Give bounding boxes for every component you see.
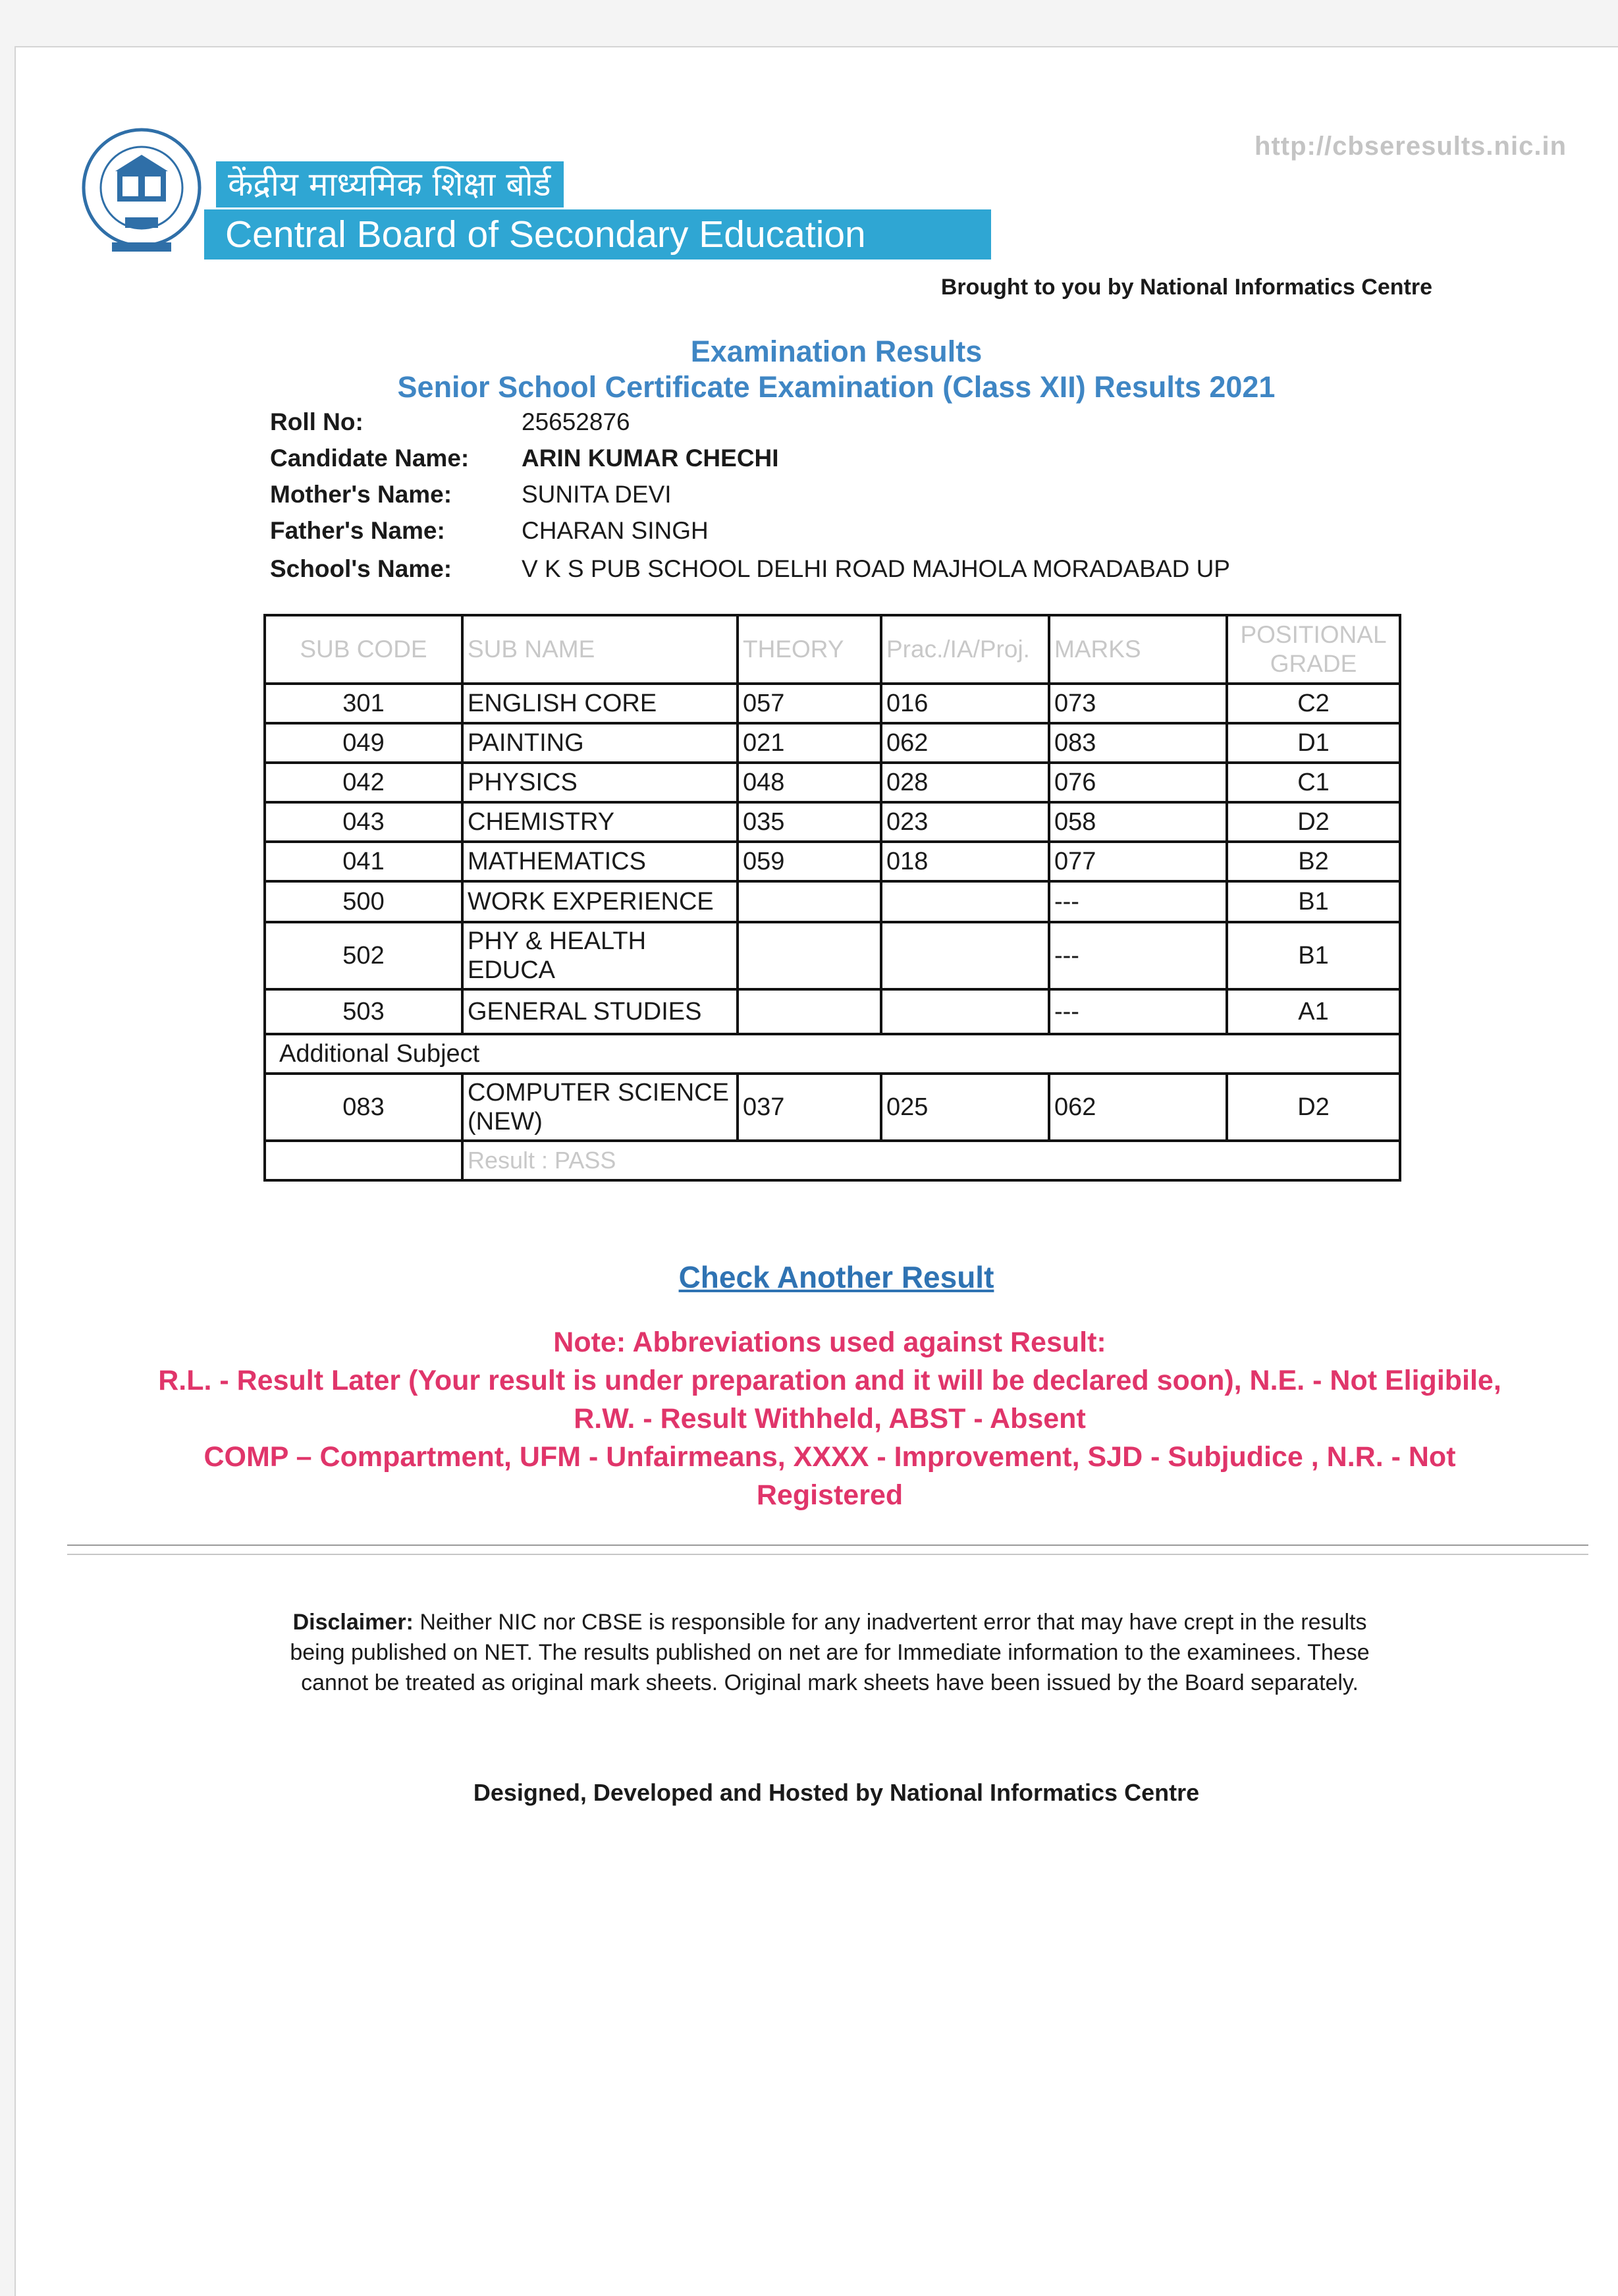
roll-value: 25652876 — [522, 408, 630, 435]
sub-code: 041 — [265, 842, 462, 881]
marks: 062 — [1049, 1074, 1227, 1141]
theory — [738, 989, 881, 1034]
table-row — [265, 684, 1400, 723]
check-another-result-link[interactable]: Check Another Result — [678, 1260, 994, 1294]
practical: 025 — [881, 1074, 1049, 1141]
header-marks: MARKS — [1049, 615, 1227, 684]
exam-subtitle: Senior School Certificate Examination (Class XII) Results 2021 — [397, 370, 1276, 404]
sub-code: 301 — [265, 684, 462, 723]
header-grade: POSITIONAL GRADE — [1227, 615, 1400, 684]
sub-name: PHYSICS — [462, 763, 738, 802]
marks: --- — [1049, 989, 1227, 1034]
theory: 035 — [738, 802, 881, 842]
school-label: School's Name: — [270, 555, 452, 582]
grade: B2 — [1227, 842, 1400, 881]
practical: 018 — [881, 842, 1049, 881]
sub-name-line1: PHY & HEALTH — [468, 927, 647, 955]
practical — [881, 989, 1049, 1034]
marks: --- — [1049, 922, 1227, 989]
candidate-value: ARIN KUMAR CHECHI — [522, 445, 779, 472]
grade: D2 — [1227, 802, 1400, 842]
table-row — [265, 989, 1400, 1034]
father-value: CHARAN SINGH — [522, 517, 709, 544]
marks: 058 — [1049, 802, 1227, 842]
father-label: Father's Name: — [270, 517, 445, 544]
header-prac: Prac./IA/Proj. — [881, 615, 1049, 684]
theory: 059 — [738, 842, 881, 881]
grade: C1 — [1227, 763, 1400, 802]
grade: B1 — [1227, 922, 1400, 989]
grade: D2 — [1227, 1074, 1400, 1141]
sub-name: CHEMISTRY — [462, 802, 738, 842]
result-row — [265, 1141, 1400, 1180]
marks: 076 — [1049, 763, 1227, 802]
cbse-emblem-icon — [79, 125, 204, 257]
sub-name: ENGLISH CORE — [462, 684, 738, 723]
practical: 016 — [881, 684, 1049, 723]
logo-english-banner — [204, 209, 991, 260]
divider — [67, 1544, 1588, 1546]
candidate-label: Candidate Name: — [270, 445, 470, 472]
note-line: R.L. - Result Later (Your result is under preparation and it will be declared soon), N.E. - Not Eligibile, — [158, 1365, 1501, 1396]
table-row — [265, 1074, 1400, 1141]
theory: 048 — [738, 763, 881, 802]
grade: A1 — [1227, 989, 1400, 1034]
sub-name-line2: (NEW) — [468, 1108, 543, 1135]
practical: 028 — [881, 763, 1049, 802]
header-theory: THEORY — [738, 615, 881, 684]
result-blank-cell — [265, 1141, 462, 1180]
sub-name: GENERAL STUDIES — [462, 989, 738, 1034]
sub-code: 083 — [265, 1074, 462, 1141]
practical: 062 — [881, 723, 1049, 763]
disclaimer — [263, 1607, 1396, 1698]
marks: 077 — [1049, 842, 1227, 881]
board-name-hindi: केंद्रीय माध्यमिक शिक्षा बोर्ड — [228, 165, 551, 204]
table-row — [265, 723, 1400, 763]
site-url[interactable]: http://cbseresults.nic.in — [1254, 132, 1567, 161]
grade: B1 — [1227, 881, 1400, 922]
note-line: COMP – Compartment, UFM - Unfairmeans, XXXX - Improvement, SJD - Subjudice , N.R. - Not — [203, 1441, 1456, 1473]
practical — [881, 922, 1049, 989]
header-sub-code: SUB CODE — [265, 615, 462, 684]
note-title: Note: Abbreviations used against Result: — [553, 1326, 1106, 1358]
table-row — [265, 802, 1400, 842]
board-name-english: Central Board of Secondary Education — [225, 213, 866, 256]
marks: 083 — [1049, 723, 1227, 763]
mother-label: Mother's Name: — [270, 481, 452, 508]
note-line: R.W. - Result Withheld, ABST - Absent — [574, 1403, 1086, 1435]
theory: 057 — [738, 684, 881, 723]
sub-name — [462, 922, 738, 989]
sub-code: 043 — [265, 802, 462, 842]
marks: 073 — [1049, 684, 1227, 723]
table-row — [265, 763, 1400, 802]
footer-credit: Designed, Developed and Hosted by National Informatics Centre — [473, 1779, 1200, 1806]
practical — [881, 881, 1049, 922]
sub-name: MATHEMATICS — [462, 842, 738, 881]
disclaimer-label: Disclaimer: — [292, 1610, 414, 1635]
table-row — [265, 922, 1400, 989]
table-row — [265, 842, 1400, 881]
sub-code: 042 — [265, 763, 462, 802]
sub-name-line1: COMPUTER SCIENCE — [468, 1079, 729, 1107]
theory — [738, 922, 881, 989]
grade: D1 — [1227, 723, 1400, 763]
sub-code: 049 — [265, 723, 462, 763]
logo-hindi-banner — [216, 161, 564, 207]
brought-by-text: Brought to you by National Informatics Centre — [940, 275, 1432, 300]
sub-name: WORK EXPERIENCE — [462, 881, 738, 922]
divider — [67, 1554, 1588, 1555]
marks-table — [263, 614, 1401, 1182]
sub-name — [462, 1074, 738, 1141]
table-header-row — [265, 615, 1400, 684]
result-status: Result : PASS — [462, 1141, 1400, 1180]
theory: 037 — [738, 1074, 881, 1141]
theory: 021 — [738, 723, 881, 763]
additional-subject-row — [265, 1034, 1400, 1074]
table-row — [265, 881, 1400, 922]
additional-subject-label: Additional Subject — [265, 1034, 1400, 1074]
school-value: V K S PUB SCHOOL DELHI ROAD MAJHOLA MORADABAD UP — [522, 555, 1230, 582]
sub-code: 503 — [265, 989, 462, 1034]
mother-value: SUNITA DEVI — [522, 481, 672, 508]
roll-label: Roll No: — [270, 408, 364, 435]
theory — [738, 881, 881, 922]
page-title: Examination Results — [690, 335, 983, 368]
sub-name: PAINTING — [462, 723, 738, 763]
marks: --- — [1049, 881, 1227, 922]
grade: C2 — [1227, 684, 1400, 723]
practical: 023 — [881, 802, 1049, 842]
note-line: Registered — [756, 1479, 903, 1511]
header-sub-name: SUB NAME — [462, 615, 738, 684]
disclaimer-text: Neither NIC nor CBSE is responsible for any inadvertent error that may have crept in the results being published on NET. The results published on net are for Immediate information to the examinees. These cannot be treated as original mark sheets. Original mark sheets have been issued by the Board separately. — [290, 1610, 1370, 1695]
sub-name-line2: EDUCA — [468, 956, 556, 984]
sub-code: 502 — [265, 922, 462, 989]
sub-code: 500 — [265, 881, 462, 922]
